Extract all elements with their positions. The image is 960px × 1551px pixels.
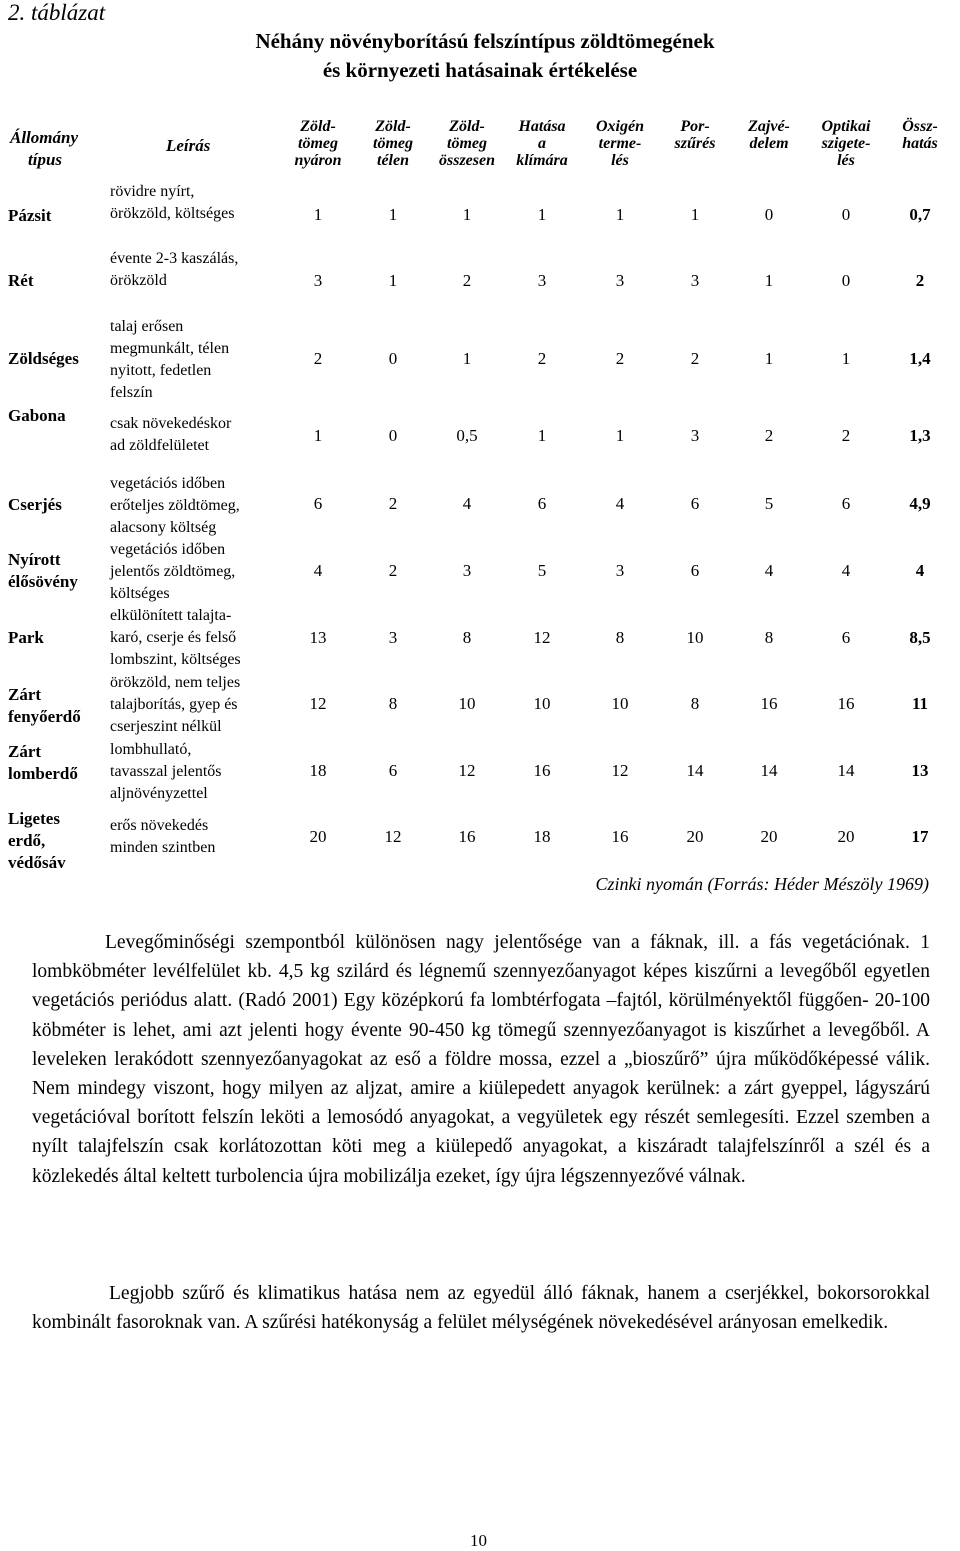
- row-description: [110, 539, 300, 605]
- row-value: 8: [615, 628, 625, 647]
- row-value: 6: [690, 561, 700, 580]
- row-value: 3: [388, 628, 398, 647]
- row-value: 1: [764, 271, 774, 290]
- header-col-line: nyáron: [294, 152, 342, 169]
- row-name-line: élősövény: [8, 572, 78, 591]
- row-value: 1: [537, 426, 547, 445]
- row-name: [8, 549, 108, 593]
- paragraph-1: [32, 928, 930, 1191]
- row-value: 4: [615, 494, 625, 513]
- row-value: 14: [760, 761, 778, 780]
- row-value: 18: [309, 761, 327, 780]
- row-name-line: fenyőerdő: [8, 707, 81, 726]
- page-number: 10: [470, 1531, 487, 1550]
- row-value: 16: [611, 827, 629, 846]
- row-value: 3: [615, 561, 625, 580]
- row-description: [110, 316, 300, 404]
- header-col: [655, 118, 735, 152]
- row-total-value: 13: [911, 761, 929, 780]
- row-value: 1: [537, 205, 547, 224]
- row-description: [110, 815, 300, 859]
- row-value: 0: [388, 349, 398, 368]
- row-total-value: 17: [911, 827, 929, 846]
- row-value: 2: [537, 349, 547, 368]
- paragraph-2: [32, 1279, 930, 1337]
- row-description-line: örökzöld, költséges: [110, 205, 235, 222]
- row-name-line: védősáv: [8, 853, 66, 872]
- header-col-line: Hatása: [518, 118, 566, 135]
- row-name-line: Zárt: [8, 742, 42, 761]
- row-value: 3: [537, 271, 547, 290]
- row-total-value: 8,5: [909, 628, 931, 647]
- row-value: 4: [313, 561, 323, 580]
- header-type-line: Állomány: [10, 128, 79, 147]
- row-description-line: erős növekedés: [110, 817, 209, 834]
- header-col: [502, 118, 582, 169]
- row-total-value: 11: [911, 694, 929, 713]
- row-value: 16: [533, 761, 551, 780]
- row-value: 0: [841, 271, 851, 290]
- table-label: 2. táblázat: [8, 0, 106, 25]
- row-value: 5: [764, 494, 774, 513]
- row-name-line: Cserjés: [8, 495, 62, 514]
- row-value: 6: [537, 494, 547, 513]
- row-value: 1: [313, 426, 323, 445]
- row-description-line: jelentős zöldtömeg,: [110, 563, 236, 580]
- header-col-line: Zöld-: [375, 118, 411, 135]
- row-name-line: Rét: [8, 271, 34, 290]
- row-name-line: Zárt: [8, 685, 42, 704]
- table-title-line2: és környezeti hatásainak értékelése: [322, 58, 638, 82]
- header-description: Leírás: [166, 136, 211, 155]
- row-total-value: 2: [915, 271, 925, 290]
- row-description-line: alacsony költség: [110, 519, 217, 536]
- row-description-line: lombszint, költséges: [110, 651, 241, 668]
- row-name: [8, 270, 108, 292]
- header-col: [880, 118, 960, 152]
- row-name-line: Pázsit: [8, 206, 52, 225]
- row-value: 10: [611, 694, 629, 713]
- row-value: 20: [837, 827, 855, 846]
- row-value: 2: [388, 494, 398, 513]
- row-description-line: megmunkált, télen: [110, 340, 230, 357]
- header-col-line: Por-: [680, 118, 710, 135]
- header-col-line: lés: [611, 152, 629, 169]
- row-name-line: Park: [8, 628, 44, 647]
- row-name: [8, 205, 108, 227]
- row-value: 8: [388, 694, 398, 713]
- row-value: 4: [841, 561, 851, 580]
- header-col: [278, 118, 358, 169]
- header-col: [580, 118, 660, 169]
- row-value: 1: [615, 205, 625, 224]
- row-value: 20: [686, 827, 704, 846]
- header-col-line: Oxigén: [596, 118, 644, 135]
- row-description: [110, 605, 300, 671]
- row-description-line: talajborítás, gyep és: [110, 696, 238, 713]
- row-description-line: örökzöld: [110, 272, 167, 289]
- row-name-line: erdő,: [8, 831, 46, 850]
- row-description: [110, 672, 300, 738]
- row-value: 20: [309, 827, 327, 846]
- row-name-line: Zöldséges: [8, 349, 79, 368]
- header-col-line: télen: [377, 152, 409, 169]
- row-description-line: karó, cserje és felső: [110, 629, 237, 646]
- row-value: 1: [388, 271, 398, 290]
- row-description-line: ad zöldfelületet: [110, 437, 210, 454]
- row-value: 3: [313, 271, 323, 290]
- row-value: 2: [313, 349, 323, 368]
- row-description-line: lombhullató,: [110, 741, 192, 758]
- row-value: 2: [764, 426, 774, 445]
- row-total-value: 1,4: [909, 349, 931, 368]
- row-description-line: elkülönített talajta-: [110, 607, 232, 624]
- row-value: 6: [690, 494, 700, 513]
- row-value: 1: [462, 349, 472, 368]
- row-value: 16: [458, 827, 476, 846]
- row-value: 14: [686, 761, 704, 780]
- row-value: 4: [764, 561, 774, 580]
- row-value: 6: [388, 761, 398, 780]
- row-value: 1: [841, 349, 851, 368]
- row-value: 6: [841, 494, 851, 513]
- row-description-line: évente 2-3 kaszálás,: [110, 250, 239, 267]
- row-description-line: cserjeszint nélkül: [110, 718, 222, 735]
- header-col-line: Optikai: [821, 118, 871, 135]
- row-value: 0,5: [456, 426, 478, 445]
- header-col: [427, 118, 507, 169]
- row-value: 3: [462, 561, 472, 580]
- header-col-line: Zöld-: [449, 118, 485, 135]
- row-description-line: talaj erősen: [110, 318, 184, 335]
- row-description-line: vegetációs időben: [110, 541, 226, 558]
- row-value: 18: [533, 827, 551, 846]
- row-value: 3: [690, 271, 700, 290]
- header-col-line: Zajvé-: [748, 118, 790, 135]
- row-description-line: minden szintben: [110, 839, 216, 856]
- row-name-line: Nyírott: [8, 550, 61, 569]
- table-title: [0, 27, 960, 85]
- header-col-line: tömeg: [447, 135, 487, 152]
- header-col-line: delem: [749, 135, 789, 152]
- row-value: 1: [388, 205, 398, 224]
- row-name-line: lomberdő: [8, 764, 78, 783]
- row-description-line: felszín: [110, 384, 153, 401]
- row-value: 14: [837, 761, 855, 780]
- row-value: 1: [690, 205, 700, 224]
- row-description: [110, 181, 300, 225]
- row-value: 1: [462, 205, 472, 224]
- row-value: 13: [309, 628, 327, 647]
- paragraph-1-text: Levegőminőségi szempontból különösen nagy jelentősége van a fáknak, ill. a fás vegetációnak. 1 lombköbméter levélfelület kb. 4,5 kg szilárd és légnemű szennyezőanyagot képes kiszűrni a levegőből egyetlen vegetációs periódus alatt. (Radó 2001) Egy középkorú fa lombtérfogata –fajtól, körülményektől függően- 20-100 köbméter is lehet, ami azt jelenti hogy évente 90-450 kg tömegű szennyezőanyagot is kiszűrhet a levegőből. A leveleken lerakódott szennyezőanyagokat az eső a földre mossa, ezzel a „bioszűrő” újra működőképessé válik. Nem mindegy viszont, hogy milyen az aljzat, amire a kiülepedett anyagok kerülnek: a zárt gyeppel, lágyszárú vegetációval borított felszín leköti a lemosódó anyagokat, a vegyületek egy részét semlegesíti. Ezzel szemben a nyílt talajfelszín csak korlátozottan köti meg a kiülepedő anyagokat, a kiszáradt talajfelszínről a szél és a közlekedés által keltett turbolencia újra mobilizálja ezeket, így újra légszennyezővé válnak.: [32, 932, 930, 1187]
- header-col-line: szigete-: [821, 135, 871, 152]
- header-type: [10, 127, 94, 171]
- paragraph-2-text: Legjobb szűrő és klimatikus hatása nem az egyedül álló fáknak, hanem a cserjékkel, bokorsorokkal kombinált fasoroknak van. A szűrési hatékonyság a felület mélységének növekedésével arányosan emelkedik.: [32, 1283, 930, 1334]
- row-name: [8, 741, 108, 785]
- row-name: [8, 627, 108, 649]
- row-description: [110, 413, 300, 457]
- row-value: 12: [384, 827, 402, 846]
- header-col: [353, 118, 433, 169]
- row-value: 12: [309, 694, 327, 713]
- row-value: 5: [537, 561, 547, 580]
- row-value: 8: [690, 694, 700, 713]
- row-value: 12: [611, 761, 629, 780]
- row-name: [8, 405, 108, 427]
- header-type-line: típus: [28, 150, 63, 169]
- header-col-line: szűrés: [674, 135, 716, 152]
- row-value: 10: [686, 628, 704, 647]
- row-value: 16: [837, 694, 855, 713]
- header-col-line: a: [538, 135, 546, 152]
- header-col-line: lés: [837, 152, 855, 169]
- table-source: Czinki nyomán (Forrás: Héder Mészöly 1969): [595, 874, 929, 894]
- header-col: [729, 118, 809, 152]
- row-description: [110, 248, 300, 292]
- row-value: 12: [458, 761, 476, 780]
- row-value: 0: [388, 426, 398, 445]
- row-value: 2: [388, 561, 398, 580]
- header-col-line: összesen: [438, 152, 495, 169]
- header-col-line: hatás: [902, 135, 938, 152]
- row-description-line: nyitott, fedetlen: [110, 362, 212, 379]
- row-description: [110, 739, 300, 805]
- row-value: 8: [462, 628, 472, 647]
- row-value: 4: [462, 494, 472, 513]
- header-col: [806, 118, 886, 169]
- row-total-value: 4: [915, 561, 925, 580]
- row-name: [8, 348, 108, 370]
- row-name: [8, 684, 108, 728]
- row-value: 2: [615, 349, 625, 368]
- row-value: 12: [533, 628, 551, 647]
- row-value: 2: [841, 426, 851, 445]
- row-name: [8, 494, 108, 516]
- header-col-line: tömeg: [298, 135, 338, 152]
- header-col-line: Zöld-: [300, 118, 336, 135]
- row-name-line: Ligetes: [8, 809, 60, 828]
- row-description: [110, 473, 300, 539]
- header-col-line: Össz-: [902, 118, 938, 135]
- row-value: 0: [764, 205, 774, 224]
- row-value: 3: [690, 426, 700, 445]
- row-description-line: csak növekedéskor: [110, 415, 232, 432]
- header-col-line: terme-: [598, 135, 642, 152]
- row-value: 3: [615, 271, 625, 290]
- row-value: 1: [313, 205, 323, 224]
- row-value: 8: [764, 628, 774, 647]
- header-col-line: klímára: [516, 152, 568, 169]
- row-description-line: rövidre nyírt,: [110, 183, 195, 200]
- row-value: 16: [760, 694, 778, 713]
- row-value: 20: [760, 827, 778, 846]
- row-total-value: 4,9: [909, 494, 931, 513]
- row-value: 10: [533, 694, 551, 713]
- row-value: 6: [313, 494, 323, 513]
- row-name-line: Gabona: [8, 406, 66, 425]
- row-value: 10: [458, 694, 476, 713]
- row-description-line: aljnövényzettel: [110, 785, 208, 802]
- row-value: 1: [615, 426, 625, 445]
- row-description-line: örökzöld, nem teljes: [110, 674, 241, 691]
- row-value: 2: [690, 349, 700, 368]
- header-col-line: tömeg: [373, 135, 413, 152]
- row-name: [8, 808, 108, 874]
- row-description-line: erőteljes zöldtömeg,: [110, 497, 240, 514]
- row-description-line: tavasszal jelentős: [110, 763, 222, 780]
- row-total-value: 1,3: [909, 426, 931, 445]
- row-value: 2: [462, 271, 472, 290]
- row-description-line: vegetációs időben: [110, 475, 226, 492]
- row-value: 1: [764, 349, 774, 368]
- row-description-line: költséges: [110, 585, 170, 602]
- table-title-line1: Néhány növényborítású felszíntípus zöldtömegének: [255, 29, 715, 53]
- row-total-value: 0,7: [909, 205, 931, 224]
- row-value: 6: [841, 628, 851, 647]
- row-value: 0: [841, 205, 851, 224]
